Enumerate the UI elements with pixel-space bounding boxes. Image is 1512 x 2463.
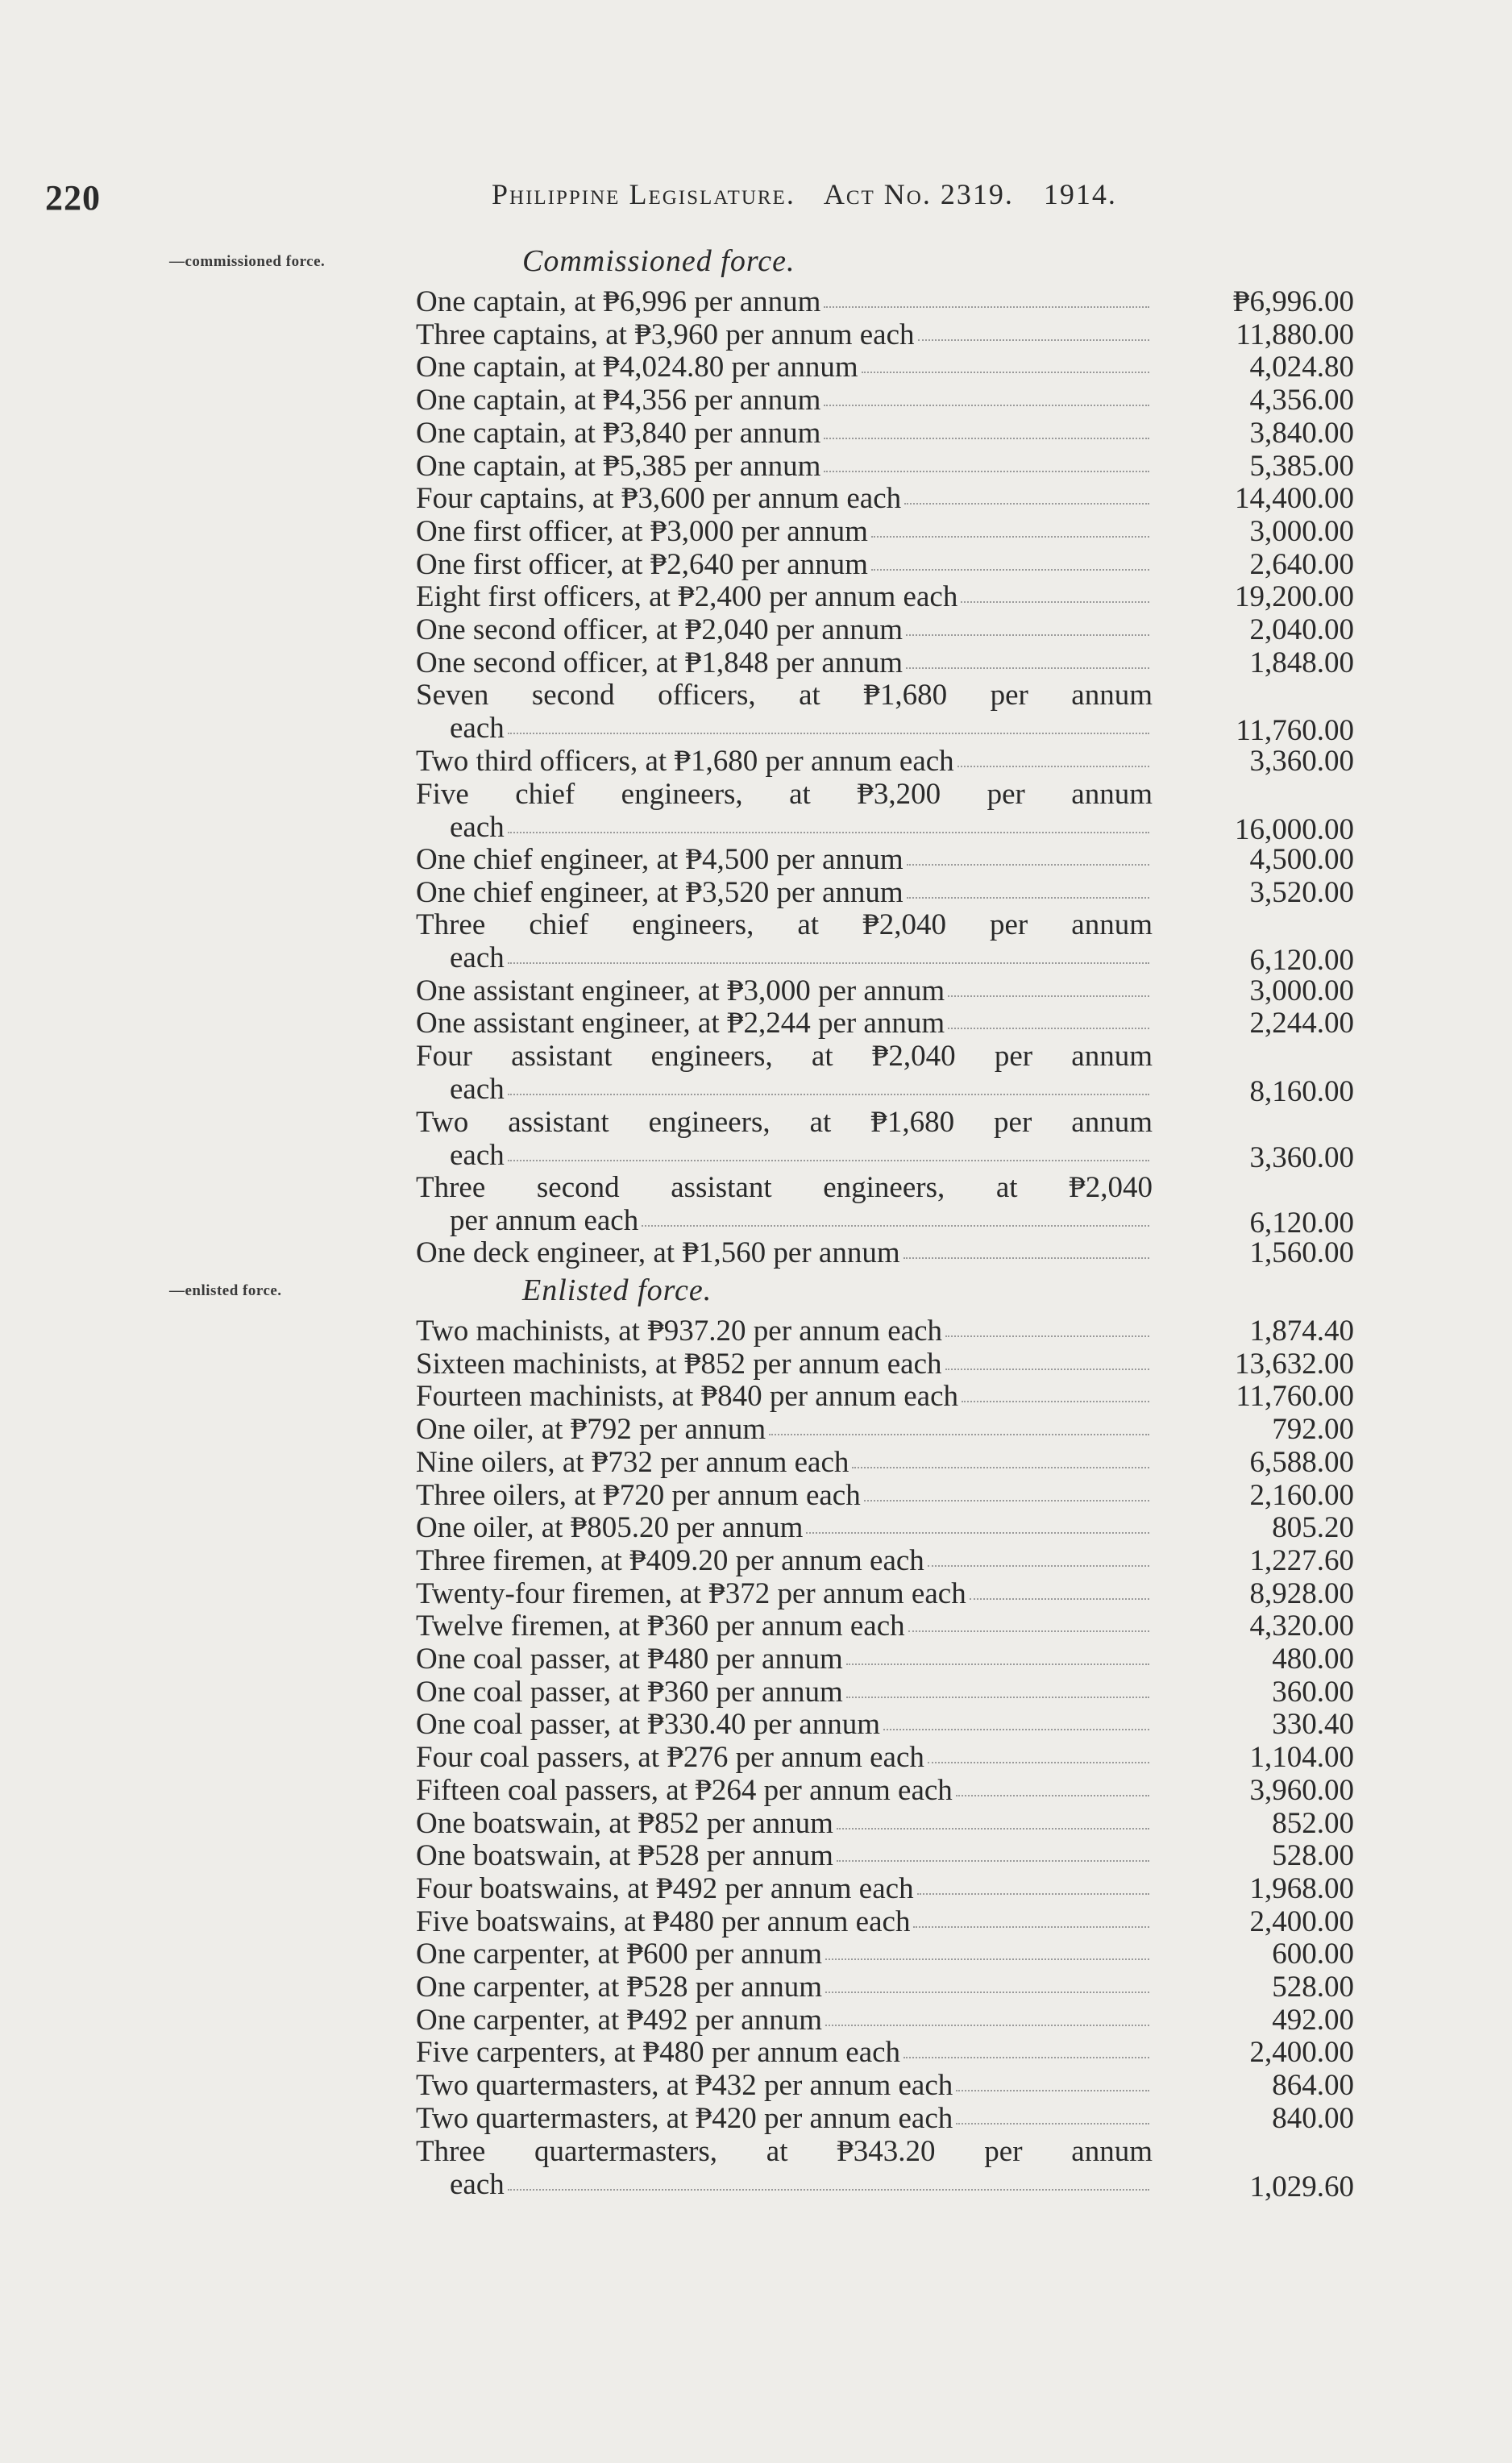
row-amount: 3,360.00 <box>1249 1140 1354 1174</box>
dot-leader <box>825 1958 1149 1960</box>
row-amount: ₱6,996.00 <box>1232 285 1354 318</box>
row-amount: 8,160.00 <box>1249 1075 1354 1109</box>
row-description <box>416 1236 1153 1269</box>
dot-leader <box>824 305 1149 308</box>
row-amount: 792.00 <box>1272 1413 1354 1447</box>
row-amount: 1,104.00 <box>1249 1741 1354 1775</box>
margin-note-enlisted: —enlisted force. <box>169 1282 282 1299</box>
row-amount: 2,400.00 <box>1249 1904 1354 1938</box>
table-row <box>416 2135 1354 2201</box>
row-amount: 4,500.00 <box>1249 842 1354 876</box>
row-amount: 6,120.00 <box>1249 944 1354 978</box>
row-description <box>416 1905 1153 1938</box>
row-amount: 1,968.00 <box>1249 1871 1354 1905</box>
table-row <box>416 1839 1354 1872</box>
row-description <box>416 1971 1153 2004</box>
row-description <box>416 1774 1153 1807</box>
row-description-text: One assistant engineer, at ₱3,000 per annum <box>416 974 945 1007</box>
row-amount: 840.00 <box>1272 2101 1354 2135</box>
row-description <box>416 1413 1153 1446</box>
row-amount: 11,880.00 <box>1236 318 1354 351</box>
row-amount: 4,320.00 <box>1249 1609 1354 1643</box>
dot-leader <box>945 1335 1149 1337</box>
table-row <box>416 613 1354 646</box>
row-amount: 3,960.00 <box>1249 1773 1354 1807</box>
row-description-text: One captain, at ₱5,385 per annum <box>416 449 821 483</box>
dot-leader <box>824 470 1149 472</box>
row-description-continuation: each <box>450 2167 505 2201</box>
row-description-line: Three chief engineers, at ₱2,040 per annum <box>416 908 1153 942</box>
section-heading-enlisted: Enlisted force. <box>522 1273 712 1307</box>
row-description <box>416 1171 1153 1237</box>
row-amount: 4,356.00 <box>1249 384 1354 417</box>
row-description <box>416 1872 1153 1905</box>
table-row <box>416 1446 1354 1479</box>
row-amount: 864.00 <box>1272 2069 1354 2103</box>
row-description-text: Four coal passers, at ₱276 per annum each <box>416 1741 924 1775</box>
dot-leader <box>928 1564 1149 1567</box>
dot-leader <box>962 1400 1149 1402</box>
row-description-text: Three firemen, at ₱409.20 per annum each <box>416 1543 924 1577</box>
row-description-text: Two machinists, at ₱937.20 per annum each <box>416 1315 942 1348</box>
row-description-continuation: each <box>450 810 505 844</box>
row-amount: 805.20 <box>1272 1511 1354 1545</box>
row-description <box>416 450 1153 483</box>
row-amount: 2,640.00 <box>1249 547 1354 581</box>
row-description-continuation: each <box>450 1073 505 1107</box>
table-row <box>416 1315 1354 1348</box>
row-description-text: Five boatswains, at ₱480 per annum each <box>416 1904 911 1938</box>
dot-leader <box>508 831 1149 833</box>
row-description <box>416 580 1153 613</box>
row-description-text: One oiler, at ₱792 per annum <box>416 1413 766 1447</box>
row-description <box>416 482 1153 515</box>
table-row <box>416 1236 1354 1269</box>
row-amount: 14,400.00 <box>1235 482 1354 516</box>
row-description <box>416 1609 1153 1643</box>
row-description-text: One carpenter, at ₱492 per annum <box>416 2003 822 2037</box>
row-description-continuation: per annum each <box>450 1203 639 1237</box>
row-description-text: One first officer, at ₱2,640 per annum <box>416 547 868 581</box>
row-description <box>416 2102 1153 2135</box>
row-amount: 1,227.60 <box>1249 1543 1354 1577</box>
dot-leader <box>508 1159 1149 1161</box>
table-row <box>416 974 1354 1007</box>
row-description-text: One first officer, at ₱3,000 per annum <box>416 514 868 548</box>
table-row <box>416 1741 1354 1774</box>
dot-leader <box>956 2122 1149 2124</box>
table-row <box>416 1170 1354 1240</box>
row-description-text: Two quartermasters, at ₱432 per annum each <box>416 2069 953 2103</box>
row-description <box>416 1676 1153 1709</box>
row-description <box>416 515 1153 548</box>
dot-leader <box>864 1499 1149 1501</box>
row-description-line: Four assistant engineers, at ₱2,040 per annum <box>416 1040 1153 1074</box>
row-description <box>416 2036 1153 2069</box>
row-description-text: One assistant engineer, at ₱2,244 per annum <box>416 1007 945 1040</box>
table-row <box>416 1708 1354 1741</box>
row-amount: 1,874.40 <box>1249 1315 1354 1348</box>
row-amount: 1,848.00 <box>1249 646 1354 679</box>
table-row <box>416 548 1354 581</box>
row-amount: 3,000.00 <box>1249 514 1354 548</box>
dot-leader <box>508 962 1149 964</box>
row-description <box>416 351 1153 384</box>
row-amount: 13,632.00 <box>1235 1347 1354 1381</box>
row-description <box>416 285 1153 318</box>
dot-leader <box>903 2056 1149 2058</box>
row-amount: 360.00 <box>1272 1675 1354 1709</box>
table-row <box>416 1609 1354 1643</box>
act-number: Act No. 2319. <box>823 178 1014 210</box>
row-description <box>416 876 1153 909</box>
row-amount: 528.00 <box>1272 1971 1354 2004</box>
table-row <box>416 1807 1354 1840</box>
row-amount: 2,400.00 <box>1249 2036 1354 2070</box>
row-description <box>416 974 1153 1007</box>
dot-leader <box>852 1466 1149 1468</box>
row-description <box>416 1315 1153 1348</box>
table-row <box>416 1643 1354 1676</box>
table-row <box>416 2102 1354 2135</box>
table-row <box>416 1774 1354 1807</box>
row-description <box>416 1938 1153 1971</box>
dot-leader <box>908 1630 1149 1632</box>
table-row <box>416 2069 1354 2102</box>
row-description <box>416 1839 1153 1872</box>
row-amount: 1,560.00 <box>1249 1236 1354 1270</box>
row-description-text: One deck engineer, at ₱1,560 per annum <box>416 1236 900 1270</box>
dot-leader <box>871 568 1149 571</box>
table-row <box>416 1380 1354 1413</box>
row-description-text: Three captains, at ₱3,960 per annum each <box>416 318 915 351</box>
margin-note-commissioned: —commissioned force. <box>169 253 326 270</box>
dot-leader <box>917 1892 1149 1895</box>
table-row <box>416 515 1354 548</box>
row-description-text: One second officer, at ₱1,848 per annum <box>416 646 903 679</box>
row-description-text: One coal passer, at ₱330.40 per annum <box>416 1708 880 1742</box>
row-description <box>416 1708 1153 1741</box>
table-row <box>416 384 1354 417</box>
row-description-text: One chief engineer, at ₱4,500 per annum <box>416 842 903 876</box>
table-row <box>416 646 1354 679</box>
table-row <box>416 1544 1354 1577</box>
table-row <box>416 1511 1354 1544</box>
dot-leader <box>948 995 1149 997</box>
dot-leader <box>837 1827 1149 1830</box>
row-amount: 3,000.00 <box>1249 974 1354 1007</box>
dot-leader <box>508 732 1149 734</box>
row-amount: 16,000.00 <box>1235 812 1354 846</box>
section-heading-commissioned: Commissioned force. <box>522 244 795 278</box>
publication-title: Philippine Legislature. <box>492 178 795 210</box>
table-row <box>416 417 1354 450</box>
dot-leader <box>508 2188 1149 2191</box>
row-amount: 19,200.00 <box>1235 580 1354 614</box>
row-description-text: Four captains, at ₱3,600 per annum each <box>416 482 902 516</box>
dot-leader <box>904 502 1149 505</box>
row-description-line: Three second assistant engineers, at ₱2,040 <box>416 1170 1153 1204</box>
row-description-line: Two assistant engineers, at ₱1,680 per annum <box>416 1105 1153 1139</box>
table-row <box>416 1413 1354 1446</box>
table-row <box>416 1938 1354 1971</box>
dot-leader <box>928 1761 1149 1763</box>
row-description <box>416 1007 1153 1040</box>
row-description-text: Twenty-four firemen, at ₱372 per annum each <box>416 1576 966 1610</box>
dot-leader <box>871 535 1149 538</box>
row-description <box>416 646 1153 679</box>
dot-leader <box>846 1663 1149 1665</box>
row-description <box>416 1040 1153 1106</box>
table-row <box>416 1348 1354 1381</box>
row-amount: 852.00 <box>1272 1806 1354 1840</box>
row-description <box>416 613 1153 646</box>
row-description <box>416 843 1153 876</box>
row-description-text: Fifteen coal passers, at ₱264 per annum each <box>416 1773 953 1807</box>
row-description-line: Seven second officers, at ₱1,680 per annum <box>416 679 1153 712</box>
table-row <box>416 908 1354 978</box>
table-row <box>416 1040 1354 1109</box>
dot-leader <box>956 1794 1149 1796</box>
dot-leader <box>907 896 1149 899</box>
dot-leader <box>846 1696 1149 1698</box>
row-amount: 480.00 <box>1272 1643 1354 1676</box>
table-row <box>416 351 1354 384</box>
row-description-line: Three quartermasters, at ₱343.20 per annum <box>416 2134 1153 2168</box>
row-description-text: Fourteen machinists, at ₱840 per annum each <box>416 1380 959 1414</box>
dot-leader <box>970 1597 1149 1600</box>
row-description-text: One carpenter, at ₱528 per annum <box>416 1971 822 2004</box>
dot-leader <box>883 1728 1149 1730</box>
row-amount: 3,840.00 <box>1249 416 1354 450</box>
year: 1914. <box>1043 178 1117 210</box>
row-description-text: Two third officers, at ₱1,680 per annum each <box>416 744 954 778</box>
row-amount: 6,120.00 <box>1249 1206 1354 1240</box>
dot-leader <box>906 633 1149 636</box>
row-description-text: Sixteen machinists, at ₱852 per annum each <box>416 1347 942 1381</box>
row-description <box>416 908 1153 974</box>
row-description-continuation: each <box>450 941 505 975</box>
row-amount: 11,760.00 <box>1236 714 1354 748</box>
row-amount: 3,520.00 <box>1249 875 1354 909</box>
dot-leader <box>948 1027 1149 1029</box>
row-description-text: Twelve firemen, at ₱360 per annum each <box>416 1609 905 1643</box>
row-amount: 2,160.00 <box>1249 1478 1354 1512</box>
row-description <box>416 679 1153 745</box>
row-amount: 3,360.00 <box>1249 744 1354 778</box>
table-row <box>416 1676 1354 1709</box>
dot-leader <box>907 863 1149 866</box>
row-description <box>416 318 1153 351</box>
dot-leader <box>837 1859 1149 1862</box>
row-description <box>416 1577 1153 1610</box>
row-description <box>416 1643 1153 1676</box>
dot-leader <box>806 1531 1149 1534</box>
dot-leader <box>913 1925 1149 1928</box>
row-description-text: One oiler, at ₱805.20 per annum <box>416 1511 804 1545</box>
row-amount: 6,588.00 <box>1249 1445 1354 1479</box>
row-description <box>416 1106 1153 1172</box>
dot-leader <box>769 1433 1149 1435</box>
row-description <box>416 417 1153 450</box>
table-row <box>416 1106 1354 1172</box>
row-description-text: One captain, at ₱3,840 per annum <box>416 416 821 450</box>
dot-leader <box>642 1224 1149 1227</box>
row-description-text: One coal passer, at ₱360 per annum <box>416 1675 843 1709</box>
row-description-text: Two quartermasters, at ₱420 per annum each <box>416 2101 953 2135</box>
dot-leader <box>961 600 1149 603</box>
table-row <box>416 778 1354 844</box>
dot-leader <box>824 437 1149 439</box>
row-amount: 4,024.80 <box>1249 351 1354 384</box>
table-row <box>416 1479 1354 1512</box>
row-description-continuation: each <box>450 712 505 746</box>
row-description <box>416 1446 1153 1479</box>
dot-leader <box>824 404 1149 406</box>
row-description-text: Eight first officers, at ₱2,400 per annum each <box>416 580 958 614</box>
table-row <box>416 2036 1354 2069</box>
row-description-text: One captain, at ₱6,996 per annum <box>416 285 821 318</box>
dot-leader <box>956 2089 1149 2091</box>
row-description-text: One boatswain, at ₱528 per annum <box>416 1839 833 1873</box>
row-description-text: One carpenter, at ₱600 per annum <box>416 1938 822 1971</box>
row-description <box>416 1807 1153 1840</box>
table-row <box>416 2004 1354 2037</box>
row-amount: 2,040.00 <box>1249 613 1354 646</box>
row-description <box>416 1380 1153 1413</box>
row-description-text: Five carpenters, at ₱480 per annum each <box>416 2036 901 2070</box>
row-description-text: One chief engineer, at ₱3,520 per annum <box>416 875 903 909</box>
table-row <box>416 679 1354 748</box>
row-amount: 2,244.00 <box>1249 1007 1354 1040</box>
row-description <box>416 384 1153 417</box>
row-description <box>416 2069 1153 2102</box>
row-description-text: Nine oilers, at ₱732 per annum each <box>416 1445 849 1479</box>
row-description <box>416 1544 1153 1577</box>
row-description <box>416 548 1153 581</box>
table-row <box>416 318 1354 351</box>
dot-leader <box>945 1368 1150 1370</box>
row-amount: 11,760.00 <box>1236 1380 1354 1414</box>
table-row <box>416 482 1354 515</box>
table-row <box>416 1577 1354 1610</box>
row-description-continuation: each <box>450 1138 505 1172</box>
dot-leader <box>957 765 1149 767</box>
dot-leader <box>903 1256 1149 1259</box>
row-description-text: One second officer, at ₱2,040 per annum <box>416 613 903 646</box>
row-description-text: Three oilers, at ₱720 per annum each <box>416 1478 861 1512</box>
table-row <box>416 745 1354 778</box>
row-description <box>416 1479 1153 1512</box>
dot-leader <box>508 1093 1149 1095</box>
dot-leader <box>825 1991 1149 1993</box>
row-description-text: Four boatswains, at ₱492 per annum each <box>416 1871 914 1905</box>
table-row <box>416 580 1354 613</box>
row-description <box>416 1511 1153 1544</box>
page-number: 220 <box>45 178 101 218</box>
row-description <box>416 1741 1153 1774</box>
table-row <box>416 1905 1354 1938</box>
dot-leader <box>825 2024 1149 2026</box>
row-description <box>416 778 1153 844</box>
table-row <box>416 1971 1354 2004</box>
table-row <box>416 1872 1354 1905</box>
row-amount: 492.00 <box>1272 2003 1354 2037</box>
row-description <box>416 2135 1153 2201</box>
table-row <box>416 285 1354 318</box>
row-description-text: One captain, at ₱4,356 per annum <box>416 384 821 417</box>
table-row <box>416 450 1354 483</box>
row-description <box>416 745 1153 778</box>
running-head <box>492 177 1138 211</box>
row-amount: 528.00 <box>1272 1839 1354 1873</box>
row-amount: 600.00 <box>1272 1938 1354 1971</box>
row-description <box>416 2004 1153 2037</box>
table-row <box>416 1007 1354 1040</box>
table-row <box>416 876 1354 909</box>
row-description-text: One coal passer, at ₱480 per annum <box>416 1643 843 1676</box>
row-amount: 1,029.60 <box>1249 2170 1354 2203</box>
row-description-text: One boatswain, at ₱852 per annum <box>416 1806 833 1840</box>
row-amount: 5,385.00 <box>1249 449 1354 483</box>
row-amount: 8,928.00 <box>1249 1576 1354 1610</box>
dot-leader <box>906 667 1149 669</box>
row-amount: 330.40 <box>1272 1708 1354 1742</box>
table-row <box>416 843 1354 876</box>
dot-leader <box>862 371 1149 373</box>
row-description-text: One captain, at ₱4,024.80 per annum <box>416 351 858 384</box>
row-description-line: Five chief engineers, at ₱3,200 per annum <box>416 777 1153 811</box>
row-description <box>416 1348 1153 1381</box>
dot-leader <box>918 339 1150 341</box>
